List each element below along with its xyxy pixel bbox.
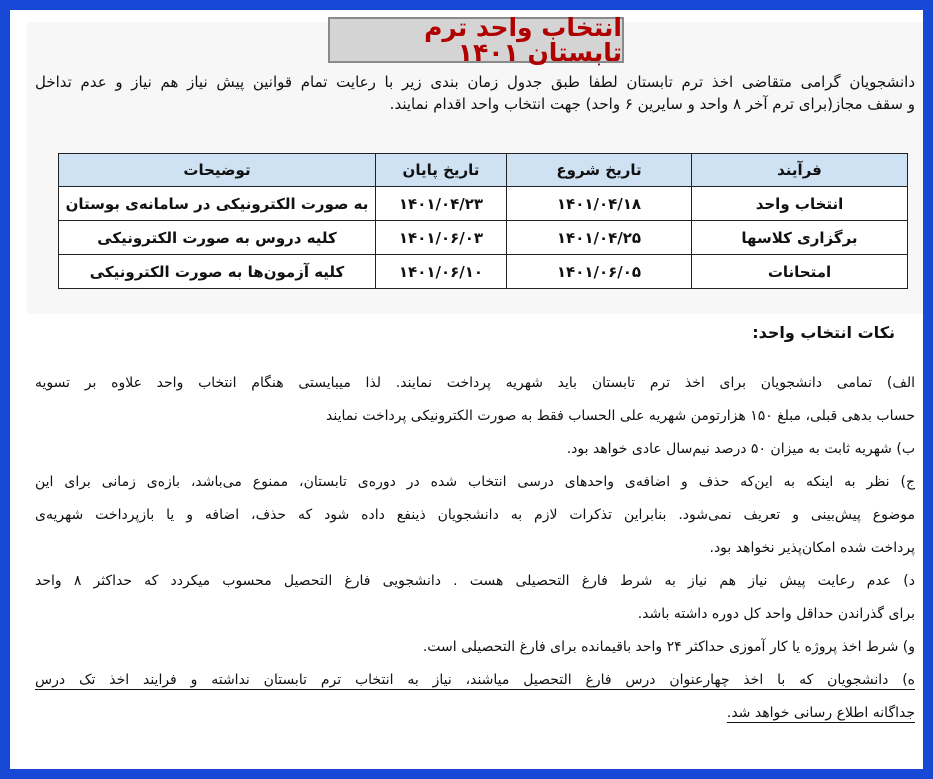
description-cell: به صورت الکترونیکی در سامانه‌ی بوستان: [59, 187, 376, 221]
note-line: الف) تمامی دانشجویان برای اخذ ترم تابستان باید شهریه پرداخت نمایند. لذا میبایستی هنگام انتخاب واحد علاوه بر تسویه: [35, 375, 915, 391]
note-line: حساب بدهی قبلی، مبلغ ۱۵۰ هزارتومن شهریه علی الحساب فقط به صورت الکترونیکی پرداخت نمایند: [326, 408, 915, 424]
table-row: [59, 255, 908, 289]
start-date-cell: ۱۴۰۱/۰۴/۲۵: [507, 221, 692, 255]
note-alef: [35, 367, 915, 433]
note-line: موضوع پیش‌بینی و تعریف نمی‌شود. بنابراین تذکرات لازم به دانشجویان ذینفع داده شود که حذف، اضافه و یا بازپرداخت شهریه‌ی: [35, 507, 915, 523]
note-line: پرداخت شده امکان‌پذیر نخواهد بود.: [709, 540, 915, 556]
note-line: جداگانه اطلاع رسانی خواهد شد.: [726, 705, 915, 721]
note-line: د) عدم رعایت پیش نیاز هم نیاز به شرط فارغ التحصیلی هست . دانشجویی فارغ التحصیل محسوب میکردد که حداکثر ۸ واحد: [35, 573, 916, 589]
note-he-underlined: [35, 664, 915, 730]
table-row: [59, 221, 908, 255]
header-description: توضیحات: [59, 154, 376, 187]
note-jim: [35, 466, 915, 565]
intro-line: دانشجویان گرامی متقاضی اخذ ترم تابستان لطفا طبق جدول زمان بندی زیر با رعایت تمام قوانین پیش نیاز هم نیاز و عدم تداخل: [35, 73, 915, 91]
note-line: ج) نظر به اینکه به این‌که حذف و اضافه‌ی واحدهای درسی انتخاب شده در دوره‌ی تابستان، ممنوع می‌باشد، بازه‌ی زمانی برای این: [35, 474, 915, 490]
description-cell: کلیه دروس به صورت الکترونیکی: [59, 221, 376, 255]
note-dal: [35, 565, 915, 631]
process-cell: امتحانات: [692, 255, 908, 289]
end-date-cell: ۱۴۰۱/۰۶/۱۰: [376, 255, 507, 289]
header-start-date: تاریخ شروع: [507, 154, 692, 187]
note-be: [35, 433, 915, 466]
note-line: و) شرط اخذ پروژه یا کار آموزی حداکثر ۲۴ واحد باقیمانده برای فارغ التحصیلی است.: [422, 639, 915, 655]
end-date-cell: ۱۴۰۱/۰۶/۰۳: [376, 221, 507, 255]
header-end-date: تاریخ پایان: [376, 154, 507, 187]
note-line: ه) دانشجویان که با اخذ چهارعنوان درس فارغ التحصیل میاشند، نیاز به انتخاب ترم تابستان نداشته و فرایند اخذ تک درس: [35, 672, 915, 688]
page-title: انتخاب واحد ترم تابستان ۱۴۰۱: [328, 17, 624, 63]
notes-list: [35, 367, 915, 730]
start-date-cell: ۱۴۰۱/۰۶/۰۵: [507, 255, 692, 289]
schedule-table-container: [59, 153, 908, 288]
end-date-cell: ۱۴۰۱/۰۴/۲۳: [376, 187, 507, 221]
process-cell: برگزاری کلاسها: [692, 221, 908, 255]
intro-line: و سقف مجاز(برای ترم آخر ۸ واحد و سایرین ۶ واحد) جهت انتخاب واحد اقدام نمایند.: [389, 95, 915, 113]
description-cell: کلیه آزمون‌ها به صورت الکترونیکی: [59, 255, 376, 289]
header-process: فرآیند: [692, 154, 908, 187]
process-cell: انتخاب واحد: [692, 187, 908, 221]
note-line: برای گذراندن حداقل واحد کل دوره داشته باشد.: [637, 606, 915, 622]
start-date-cell: ۱۴۰۱/۰۴/۱۸: [507, 187, 692, 221]
notes-title: نکات انتخاب واحد:: [752, 323, 895, 342]
note-vav: [35, 631, 915, 664]
note-line: ب) شهریه ثابت به میزان ۵۰ درصد نیم‌سال عادی خواهد بود.: [566, 441, 915, 457]
intro-paragraph: [35, 71, 915, 115]
table-header-row: [59, 154, 908, 187]
table-row: [59, 187, 908, 221]
schedule-table: [58, 153, 908, 289]
